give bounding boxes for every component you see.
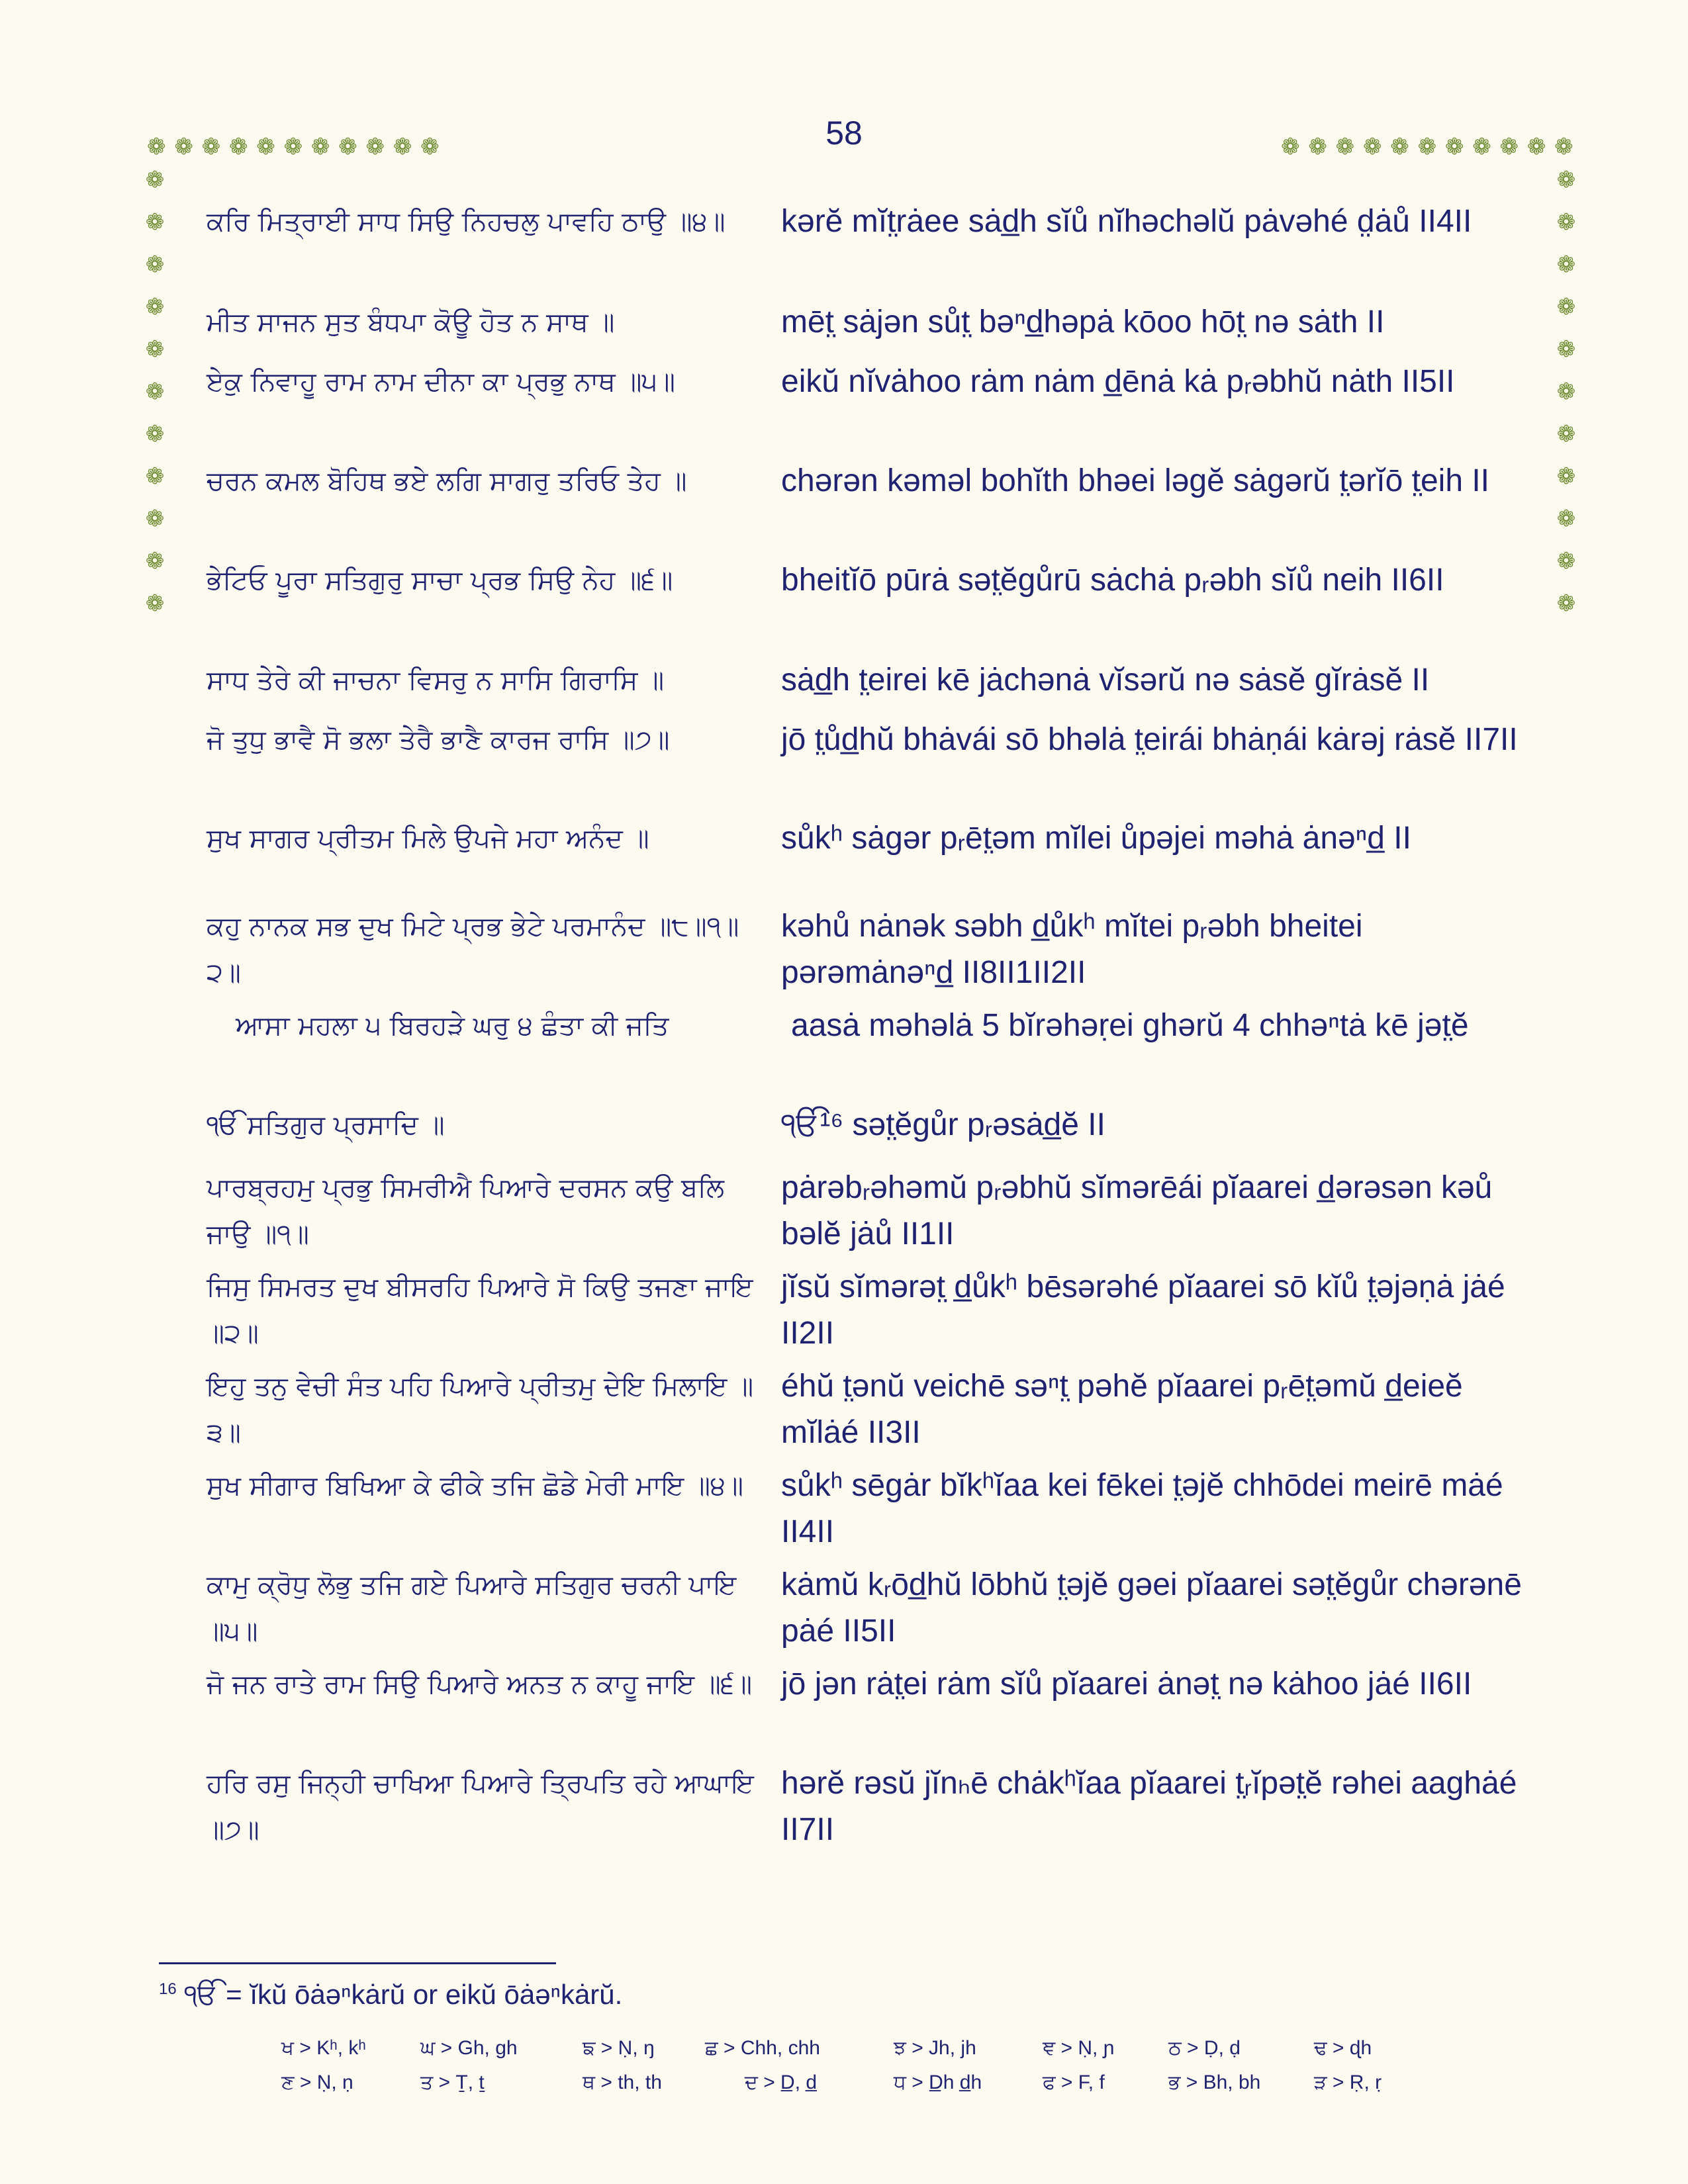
key-item: ਣ > Ṇ, ṇ: [281, 2071, 353, 2093]
ornament-icon: ❁: [1556, 548, 1576, 574]
verse-gurmukhi: ਸੁਖ ਸਾਗਰ ਪ੍ਰੀਤਮ ਮਿਲੇ ਉਪਜੇ ਮਹਾ ਅਨੰਦ ॥: [207, 823, 649, 854]
verse-transliteration: chərən kəməl bohĭth bhəei ləgĕ sȧgərŭ t̤ərĭō t̤eih II: [781, 463, 1490, 498]
key-item: ਭ > Bh, bh: [1168, 2071, 1261, 2093]
ornament-icon: ❁: [1526, 134, 1547, 160]
key-item: ਞ > Ṇ, ɲ: [1043, 2037, 1115, 2059]
section-heading-gurmukhi: ਆਸਾ ਮਹਲਾ ੫ ਬਿਰਹੜੇ ਘਰੁ ੪ ਛੰਤਾ ਕੀ ਜਤਿ: [236, 1011, 669, 1041]
ornament-icon: ❁: [145, 167, 165, 193]
ornament-icon: ❁: [1362, 134, 1383, 160]
verse-gurmukhi: ਪਾਰਬ੍ਰਹਮੁ ਪ੍ਰਭੁ ਸਿਮਰੀਐ ਪਿਆਰੇ ਦਰਸਨ ਕਉ ਬਲਿ ਜਾਉ ॥੧॥: [207, 1173, 725, 1250]
ornament-icon: ❁: [145, 251, 165, 278]
verse-gurmukhi: ਜਿਸੁ ਸਿਮਰਤ ਦੁਖ ਬੀਸਰਹਿ ਪਿਆਰੇ ਸੋ ਕਿਉ ਤਜਣਾ ਜਾਇ ॥੨॥: [207, 1272, 753, 1349]
ornament-icon: ❁: [1281, 134, 1301, 160]
ornament-icon: ❁: [145, 463, 165, 490]
ornament-icon: ❁: [145, 379, 165, 405]
verse-transliteration: sůkʰ sēgȧr bĭkʰĭaa kei fēkei t̤əjĕ chhōdei meirē mȧé II4II: [781, 1468, 1503, 1549]
verse-gurmukhi: ਕਰਿ ਮਿਤ੍ਰਾਈ ਸਾਧ ਸਿਉ ਨਿਹਚਲੁ ਪਾਵਹਿ ਠਾਉ ॥੪॥: [207, 206, 726, 237]
ornament-icon: ❁: [393, 134, 413, 160]
invocation-transliteration: ੴ¹⁶ sət̤ĕgůr pᵣəsȧd̲ĕ II: [781, 1107, 1105, 1142]
verse-transliteration: sȧd̲h t̤eirei kē jȧchənȧ vĭsərŭ nə sȧsĕ gĭrȧsĕ II: [781, 662, 1430, 698]
ornament-icon: ❁: [1556, 209, 1576, 236]
ornament-icon: ❁: [256, 134, 276, 160]
verse-gurmukhi: ਸੁਖ ਸੀਗਾਰ ਬਿਖਿਆ ਕੇ ਫੀਕੇ ਤਜਿ ਛੋਡੇ ਮੇਰੀ ਮਾਇ ॥੪॥: [207, 1471, 743, 1501]
invocation-gurmukhi: ੴ ਸਤਿਗੁਰ ਪ੍ਰਸਾਦਿ ॥: [207, 1110, 445, 1140]
ornament-icon: ❁: [1556, 506, 1576, 532]
verse-transliteration: éhŭ t̤ənŭ veichē səⁿt̤ pəhĕ pĭaarei pᵣēt̤əmŭ d̲eieĕ mĭlȧé II3II: [781, 1369, 1463, 1450]
ornament-icon: ❁: [1390, 134, 1410, 160]
verse-gurmukhi: ਸਾਧ ਤੇਰੇ ਕੀ ਜਾਚਨਾ ਵਿਸਰੁ ਨ ਸਾਸਿ ਗਿਰਾਸਿ ॥: [207, 665, 665, 696]
verse-gurmukhi: ਚਰਨ ਕਮਲ ਬੋਹਿਥ ਭਏ ਲਗਿ ਸਾਗਰੁ ਤਰਿਓ ਤੇਹ ॥: [207, 466, 687, 496]
page-number: 58: [825, 114, 863, 152]
ornament-icon: ❁: [145, 209, 165, 236]
key-item: ਢ > ɖh: [1314, 2037, 1372, 2059]
ornament-icon: ❁: [174, 134, 194, 160]
ornament-icon: ❁: [1556, 336, 1576, 363]
ornament-icon: ❁: [228, 134, 249, 160]
key-item: ਤ > Ṯ, ṯ: [420, 2071, 485, 2093]
verse-gurmukhi: ਜੋ ਤੁਧੁ ਭਾਵੈ ਸੋ ਭਲਾ ਤੇਰੈ ਭਾਣੈ ਕਾਰਜ ਰਾਸਿ ॥੭॥: [207, 725, 670, 755]
section-heading-transliteration: aasȧ məhəlȧ 5 bĭrəhəṛei ghərŭ 4 chhəⁿtȧ kē jət̤ĕ: [791, 1008, 1469, 1043]
footnote-marker: 16: [159, 1980, 177, 1998]
verse-gurmukhi: ਭੇਟਿਓ ਪੂਰਾ ਸਤਿਗੁਰੁ ਸਾਚਾ ਪ੍ਰਭ ਸਿਉ ਨੇਹ ॥੬॥: [207, 565, 673, 596]
verse-transliteration: mēt̤ sȧjən sůt̤ bəⁿd̲həpȧ kōoo hōt̤ nə sȧth II: [781, 304, 1385, 340]
ornament-icon: ❁: [145, 294, 165, 320]
verse-transliteration: jĭsŭ sĭmərət̤ d̲ůkʰ bēsərəhé pĭaarei sō kĭů t̤əjəṇȧ jȧé II2II: [781, 1269, 1505, 1351]
verse-gurmukhi: ਹਰਿ ਰਸੁ ਜਿਨ੍ਹੀ ਚਾਖਿਆ ਪਿਆਰੇ ਤ੍ਰਿਪਤਿ ਰਹੇ ਆਘਾਇ ॥੭॥: [207, 1768, 754, 1845]
ornament-icon: ❁: [1417, 134, 1438, 160]
ornament-icon: ❁: [145, 506, 165, 532]
key-item: ਠ > Ḍ, ḍ: [1168, 2037, 1241, 2059]
ornament-icon: ❁: [201, 134, 222, 160]
ornament-icon: ❁: [1556, 590, 1576, 617]
ornament-icon: ❁: [1444, 134, 1465, 160]
ornament-icon: ❁: [338, 134, 358, 160]
ornament-icon: ❁: [145, 421, 165, 447]
ornament-icon: ❁: [283, 134, 304, 160]
ornament-icon: ❁: [310, 134, 331, 160]
ornament-icon: ❁: [1554, 134, 1574, 160]
ornament-icon: ❁: [1335, 134, 1356, 160]
ornament-icon: ❁: [1556, 379, 1576, 405]
key-item: ਖ > Kʰ, kʰ: [281, 2037, 366, 2059]
ornament-icon: ❁: [1472, 134, 1492, 160]
key-item: ਛ > Chh, chh: [705, 2037, 820, 2059]
ornament-icon: ❁: [365, 134, 385, 160]
ornament-icon: ❁: [1308, 134, 1328, 160]
verse-transliteration: bheitĭō pūrȧ sət̤ĕgůrū sȧchȧ pᵣəbh sĭů neih II6II: [781, 563, 1444, 598]
ornament-icon: ❁: [147, 134, 167, 160]
verse-transliteration: pȧrəbᵣəhəmŭ pᵣəbhŭ sĭmərēái pĭaarei d̲ərəsən kəů bəlĕ jȧů II1II: [781, 1170, 1493, 1251]
verse-transliteration: jō jən rȧt̤ei rȧm sĭů pĭaarei ȧnət̤ nə kȧhoo jȧé II6II: [781, 1666, 1472, 1702]
verse-gurmukhi: ਮੀਤ ਸਾਜਨ ਸੁਤ ਬੰਧਪਾ ਕੋਊ ਹੋਤ ਨ ਸਾਥ ॥: [207, 307, 615, 338]
verse-gurmukhi: ਜੋ ਜਨ ਰਾਤੇ ਰਾਮ ਸਿਉ ਪਿਆਰੇ ਅਨਤ ਨ ਕਾਹੂ ਜਾਇ ॥੬॥: [207, 1669, 753, 1700]
verse-gurmukhi: ਕਹੁ ਨਾਨਕ ਸਭ ਦੁਖ ਮਿਟੇ ਪ੍ਰਭ ਭੇਟੇ ਪਰਮਾਨੰਦ ॥੮॥੧॥੨॥: [207, 911, 739, 988]
footnote-text: ੴ = ĭkŭ ōȧəⁿkȧrŭ or eikŭ ōȧəⁿkȧrŭ.: [184, 1979, 623, 2010]
verse-transliteration: hərĕ rəsŭ jĭnₕē chȧkʰĭaa pĭaarei t̤ᵣĭpət̤ĕ rəhei aaghȧé II7II: [781, 1766, 1517, 1847]
key-item: ਦ > D̲, d̲: [745, 2071, 818, 2093]
ornament-icon: ❁: [1556, 167, 1576, 193]
key-item: ੜ > Ṛ, ṛ: [1314, 2071, 1382, 2093]
footnote-rule: [159, 1962, 556, 1964]
verse-transliteration: kəhů nȧnək səbh d̲ůkʰ mĭtei pᵣəbh bheitei pərəmȧnəⁿd̲ II8II1II2II: [781, 909, 1363, 990]
ornament-icon: ❁: [1556, 294, 1576, 320]
key-item: ਙ > Ṇ, ŋ: [583, 2037, 655, 2059]
key-item: ਝ > Jh, jh: [894, 2037, 976, 2059]
ornament-icon: ❁: [1556, 463, 1576, 490]
ornament-icon: ❁: [145, 590, 165, 617]
ornament-icon: ❁: [145, 336, 165, 363]
key-item: ਘ > Gh, gh: [420, 2037, 518, 2059]
footnote: [159, 1979, 622, 2011]
verse-transliteration: kȧmŭ kᵣōd̲hŭ lōbhŭ t̤əjĕ gəei pĭaarei sət̤ĕgůr chərənē pȧé II5II: [781, 1567, 1522, 1649]
key-item: ਧ > D̲h d̲h: [894, 2071, 982, 2093]
verse-transliteration: jō t̤ůd̲hŭ bhȧvái sō bhəlȧ t̤eirái bhȧṇái kȧrəj rȧsĕ II7II: [781, 722, 1518, 757]
ornament-icon: ❁: [1556, 421, 1576, 447]
verse-gurmukhi: ਕਾਮੁ ਕ੍ਰੋਧੁ ਲੋਭੁ ਤਜਿ ਗਏ ਪਿਆਰੇ ਸਤਿਗੁਰ ਚਰਨੀ ਪਾਇ ॥੫॥: [207, 1570, 737, 1647]
ornament-icon: ❁: [1556, 251, 1576, 278]
verse-gurmukhi: ਇਹੁ ਤਨੁ ਵੇਚੀ ਸੰਤ ਪਹਿ ਪਿਆਰੇ ਪ੍ਰੀਤਮੁ ਦੇਇ ਮਿਲਾਇ ॥੩॥: [207, 1371, 754, 1448]
verse-transliteration: sůkʰ sȧgər pᵣēt̤əm mĭlei ůpəjei məhȧ ȧnəⁿd̲ II: [781, 821, 1411, 856]
ornament-icon: ❁: [420, 134, 440, 160]
verse-transliteration: eikŭ nĭvȧhoo rȧm nȧm d̲ēnȧ kȧ pᵣəbhŭ nȧth II5II: [781, 364, 1455, 399]
verse-transliteration: kərĕ mĭt̤rȧee sȧd̲h sĭů nĭhəchəlŭ pȧvəhé d̤ȧů II4II: [781, 204, 1472, 239]
key-item: ਫ > F, f: [1043, 2071, 1105, 2093]
verse-gurmukhi: ਏਕੁ ਨਿਵਾਹੂ ਰਾਮ ਨਾਮ ਦੀਨਾ ਕਾ ਪ੍ਰਭੁ ਨਾਥ ॥੫॥: [207, 367, 675, 397]
ornament-icon: ❁: [145, 548, 165, 574]
ornament-icon: ❁: [1499, 134, 1519, 160]
key-item: ਥ > th, th: [583, 2071, 662, 2093]
